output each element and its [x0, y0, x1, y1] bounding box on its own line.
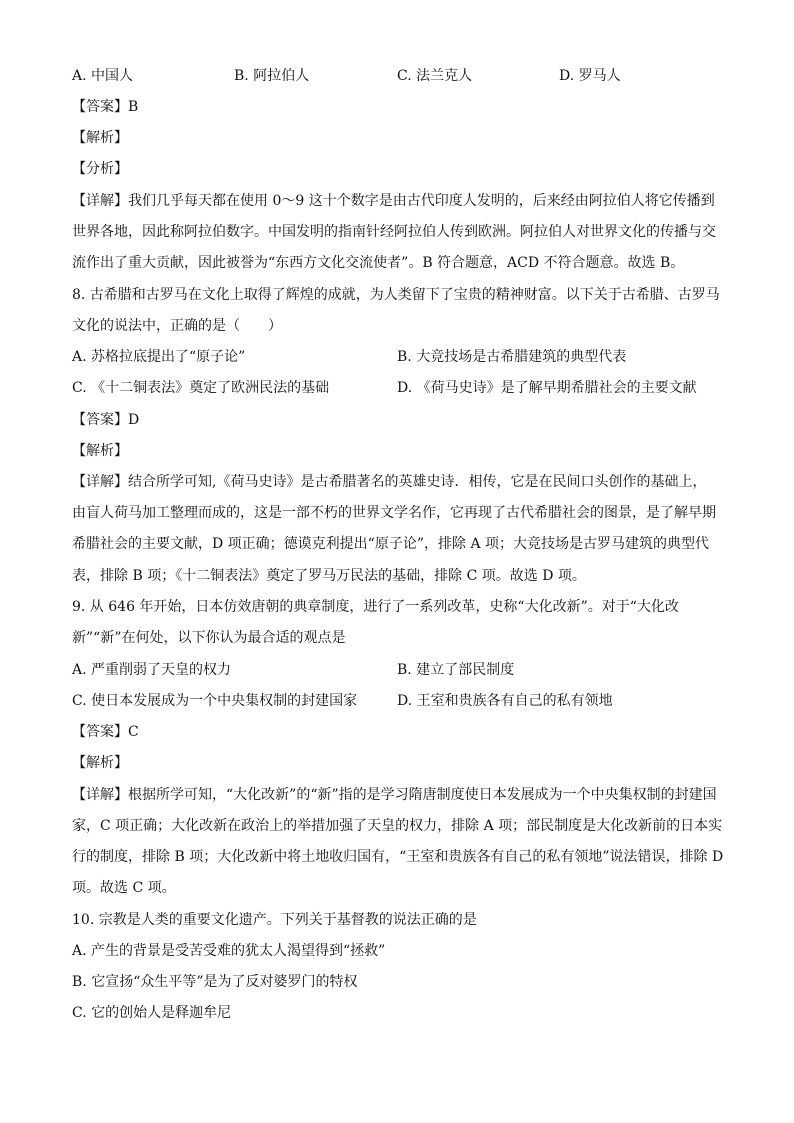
q9-option-a: A. 严重削弱了天皇的权力 — [72, 662, 232, 678]
q10-option-b: B. 它宣扬“众生平等”是为了反对婆罗门的特权 — [72, 974, 358, 990]
q8-detail-line: 希腊社会的主要文献，D 项正确；德谟克利提出“原子论”，排除 A 项；大竞技场是古罗马建筑的典型代 — [72, 536, 709, 552]
q9-stem-line: 9. 从 646 年开始，日本仿效唐朝的典章制度，进行了一系列改革，史称“大化改新”。对于“大化改 — [72, 599, 679, 615]
q7-option-d: D. 罗马人 — [559, 68, 621, 84]
q7-detail-line: 世界各地，因此称阿拉伯数字。中国发明的指南针经阿拉伯人传到欧洲。阿拉伯人对世界文化的传播与交 — [72, 224, 716, 240]
q7-option-a: A. 中国人 — [72, 68, 134, 84]
q8-option-c: C. 《十二铜表法》奠定了欧洲民法的基础 — [72, 380, 330, 396]
q8-detail-line: 由盲人荷马加工整理而成的，这是一部不朽的世界文学名作，它再现了古代希腊社会的图景，是了解早期 — [72, 505, 716, 521]
q8-stem-line: 文化的说法中，正确的是（ ） — [72, 318, 282, 334]
q9-detail-line: 项。故选 C 项。 — [72, 880, 176, 896]
q9-detail-line: 行的制度，排除 B 项；大化改新中将土地收归国有，“王室和贵族各有自己的私有领地”说法错误，排除 D — [72, 849, 724, 865]
q7-option-b: B. 阿拉伯人 — [234, 68, 310, 84]
q10-option-c: C. 它的创始人是释迦牟尼 — [72, 1005, 232, 1021]
q8-detail-line: 表，排除 B 项；《十二铜表法》奠定了罗马万民法的基础，排除 C 项。故选 D 项。 — [72, 568, 586, 584]
q8-answer: 【答案】D — [72, 412, 140, 428]
q7-answer: 【答案】B — [72, 99, 139, 115]
q8-analysis-label: 【解析】 — [72, 443, 128, 459]
q7-fenxi-label: 【分析】 — [72, 161, 128, 177]
q9-option-b: B. 建立了部民制度 — [397, 662, 515, 678]
q9-option-d: D. 王室和贵族各有自己的私有领地 — [397, 693, 613, 709]
q9-detail-line: 【详解】根据所学可知，“大化改新”的“新”指的是学习隋唐制度使日本发展成为一个中央集权制的封建国 — [72, 787, 717, 803]
q9-stem-line: 新”“新”在何处，以下你认为最合适的观点是 — [72, 630, 346, 646]
q10-stem-line: 10. 宗教是人类的重要文化遗产。下列关于基督教的说法正确的是 — [72, 912, 477, 928]
q8-option-b: B. 大竞技场是古希腊建筑的典型代表 — [397, 349, 627, 365]
q7-detail-line: 【详解】我们几乎每天都在使用 0～9 这十个数字是由古代印度人发明的，后来经由阿拉伯人将它传播到 — [72, 193, 715, 209]
q7-analysis-label: 【解析】 — [72, 130, 128, 146]
q8-option-a: A. 苏格拉底提出了“原子论” — [72, 349, 246, 365]
q7-detail-line: 流作出了重大贡献，因此被誉为“东西方文化交流使者”。B 符合题意，ACD 不符合题意。故选 B。 — [72, 255, 685, 271]
q9-option-c: C. 使日本发展成为一个中央集权制的封建国家 — [72, 693, 358, 709]
q9-answer: 【答案】C — [72, 724, 139, 740]
q7-option-c: C. 法兰克人 — [397, 68, 473, 84]
q10-option-a: A. 产生的背景是受苦受难的犹太人渴望得到“拯救” — [72, 943, 386, 959]
q8-stem-line: 8. 古希腊和古罗马在文化上取得了辉煌的成就，为人类留下了宝贵的精神财富。以下关于古希腊、古罗马 — [72, 287, 720, 303]
q9-analysis-label: 【解析】 — [72, 755, 128, 771]
q9-detail-line: 家，C 项正确；大化改新在政治上的举措加强了天皇的权力，排除 A 项；部民制度是大化改新前的日本实 — [72, 818, 723, 834]
q8-option-d: D. 《荷马史诗》是了解早期希腊社会的主要文献 — [397, 380, 697, 396]
q8-detail-line: 【详解】结合所学可知,《荷马史诗》是古希腊著名的英雄史诗．相传，它是在民间口头创作的基础上， — [72, 474, 707, 490]
